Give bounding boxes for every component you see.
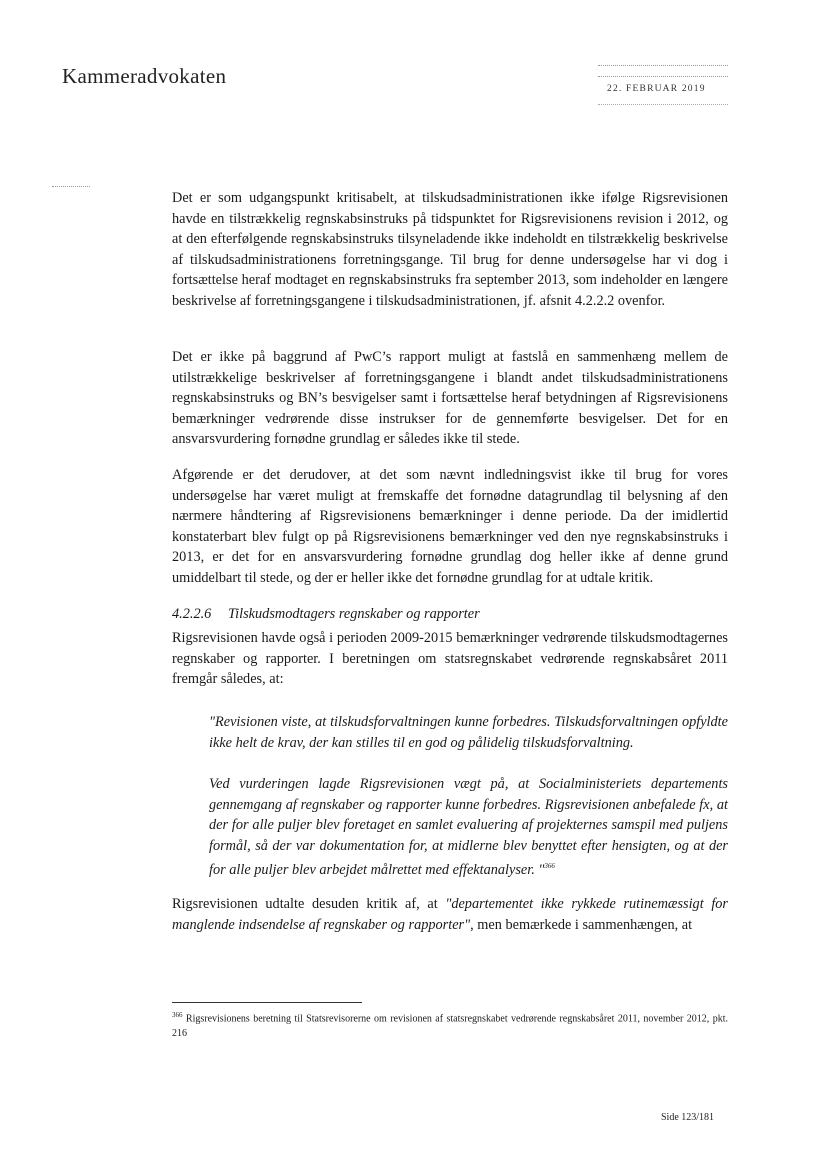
block-quote-2-text: Ved vurderingen lagde Rigsrevisionen vægt på, at Socialministeriets departements gennemgang af regnskaber og rapporter kunne forbedres. Rigsrevisionen anbefalede fx, at der for alle puljer blev foretaget en samlet evaluering af projekternes samspil med puljens formål, så der var dokumentation for, at midlerne blev benyttet efter hensigten, og at der for alle puljer blev arbejdet målrettet med effektanalyser. "	[209, 776, 728, 879]
margin-marker	[52, 186, 90, 187]
header-date: 22. FEBRUAR 2019	[607, 84, 706, 94]
header-divider	[598, 104, 728, 105]
footnote-number: 366	[172, 1011, 183, 1019]
paragraph-1: Det er som udgangspunkt kritisabelt, at tilskudsadministrationen ikke ifølge Rigsrevisionen havde en tilstrækkelig regnskabsinstruks på tidspunktet for Rigsrevisionens revision i 2012, og at den efterfølgende regnskabsinstruks tilsyneladende ikke indeholdt en tilstrækkelig beskrivelse af tilskudsadministrationens forretningsgange. Til brug for denne undersøgelse har vi dog i fortsættelse heraf modtaget en regnskabsinstruks fra september 2013, som indeholder en længere beskrivelse af forretningsgangene i tilskudsadministrationen, jf. afsnit 4.2.2.2 ovenfor.	[172, 190, 728, 309]
paragraph-4: Rigsrevisionen havde også i perioden 2009-2015 bemærkninger vedrørende tilskudsmodtagernes regnskaber og rapporter. I beretningen om statsregnskabet vedrørende regnskabsåret 2011 fremgår således, at:	[172, 630, 728, 688]
block-quote-1: "Revisionen viste, at tilskudsforvaltningen kunne forbedres. Tilskudsforvaltningen opfyldte ikke helt de krav, der kan stilles til en god og pålidelig tilskudsforvaltning.	[209, 714, 728, 751]
section-title: Tilskudsmodtagers regnskaber og rapporter	[228, 606, 480, 622]
paragraph-5-start: Rigsrevisionen udtalte desuden kritik af, at	[172, 896, 446, 912]
paragraph-3: Afgørende er det derudover, at det som nævnt indledningsvist ikke til brug for vores undersøgelse har været muligt at fremskaffe det fornødne datagrundlag til belysning af den nærmere håndtering af Rigsrevisionens bemærkninger i denne periode. Da der imidlertid konstaterbart blev fulgt op på Rigsrevisionens bemærkninger ved den nye regnskabsinstruks i 2013, er det for en ansvarsvurdering fornødne grundlag dog heller ikke af denne grund umiddelbart til stede, og der er heller ikke det fornødne grundlag for at udtale kritik.	[172, 467, 728, 586]
footnote-rule	[172, 1002, 362, 1003]
page-number: Side 123/181	[661, 1112, 715, 1123]
paragraph-5-end: , men bemærkede i sammenhængen, at	[470, 916, 693, 933]
paragraph-2: Det er ikke på baggrund af PwC’s rapport muligt at fastslå en sammenhæng mellem de utilstrækkelige beskrivelser af forretningsgangene i blandt andet tilskudsadministrationens regnskabsinstruks og BN’s besvigelser samt i fortsættelse heraf betydningen af Rigsrevisionens bemærkninger vedrørende disse instrukser for de gennemførte besvigelser. Det for en ansvarsvurdering fornødne grundlag er således ikke til stede.	[172, 349, 728, 448]
footnote	[172, 1008, 728, 1041]
header-rule-box	[598, 65, 728, 77]
firm-logo-text: Kammeradvokaten	[62, 64, 227, 88]
footnote-text: Rigsrevisionens beretning til Statsrevisorerne om revisionen af statsregnskabet vedrørende regnskabsåret 2011, november 2012, pkt. 216	[172, 1013, 728, 1040]
paragraph-5-quote: "departementet ikke rykkede rutinemæssigt for manglende indsendelse af regnskaber og rapporter"	[172, 896, 728, 933]
block-quote-2	[209, 774, 728, 881]
paragraph-5	[172, 894, 728, 935]
section-number: 4.2.2.6	[172, 606, 212, 622]
section-heading	[172, 606, 480, 623]
footnote-reference[interactable]: 366	[544, 862, 555, 871]
